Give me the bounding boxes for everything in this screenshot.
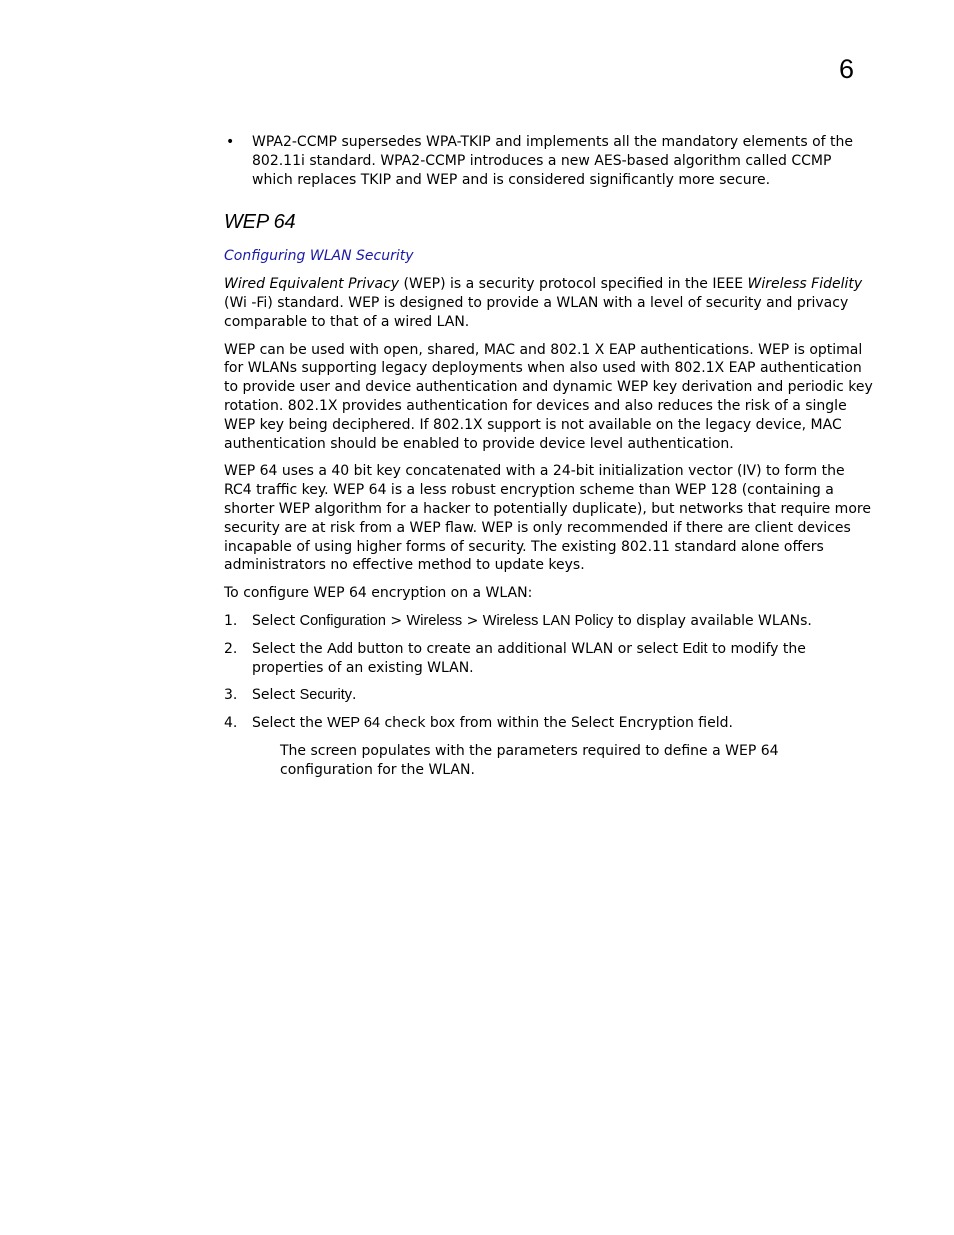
step-text: Select the — [252, 715, 328, 732]
step-item — [224, 686, 874, 705]
paragraph-procedure-intro: To configure WEP 64 encryption on a WLAN: — [224, 585, 533, 602]
step-number: 1. — [224, 612, 238, 629]
section-heading: WEP 64 — [224, 211, 296, 234]
step-text: Select the — [252, 640, 328, 657]
procedure-steps — [224, 612, 874, 733]
ui-term-security: Security — [299, 687, 353, 704]
step-text: to display available WLANs. — [613, 612, 812, 629]
configuring-wlan-security-link[interactable]: Configuring WLAN Security — [224, 248, 414, 265]
step-text: Select — [252, 687, 300, 704]
step-text: button to create an additional WLAN or select — [352, 640, 683, 657]
bullet-item — [224, 133, 874, 189]
step-text: check box from within the Select Encryption field. — [380, 715, 733, 732]
bullet-text: WPA2-CCMP supersedes WPA-TKIP and implements all the mandatory elements of the 802.11i standard. WPA2-CCMP introduces a new AES-based algorithm called CCMP which replaces TKIP and WEP and is considered significantly more secure. — [252, 134, 853, 188]
step-number: 2. — [224, 640, 238, 657]
ui-term-wireless: Wireless — [406, 612, 463, 629]
step-number: 4. — [224, 715, 238, 732]
paragraph-text: (Wi -Fi) standard. WEP is designed to provide a WLAN with a level of security and privacy comparable to that of a wired LAN. — [224, 294, 849, 330]
paragraph-wep-definition — [224, 275, 874, 331]
step-text: . — [352, 687, 357, 704]
paragraph-text: (WEP) is a security protocol specified in the IEEE — [399, 276, 748, 293]
paragraph-wep-usage: WEP can be used with open, shared, MAC and 802.1 X EAP authentications. WEP is optimal for WLANs supporting legacy deployments when also used with 802.1X EAP authentication to provide user and device authentication and dynamic WEP key derivation and periodic key rotation. 802.1X provides authentication for devices and also reduces the risk of a single WEP key being deciphered. If 802.1X support is not available on the legacy device, MAC authentication should be enabled to provide device level authentication. — [224, 341, 873, 452]
step-item — [224, 640, 874, 678]
step-text: > — [462, 612, 483, 629]
ui-term-edit: Edit — [682, 640, 708, 657]
ui-term-wep-64: WEP 64 — [327, 715, 381, 732]
term-wireless-fidelity: Wireless Fidelity — [747, 276, 863, 293]
step-number: 3. — [224, 687, 238, 704]
bullet-dot-icon: • — [226, 134, 235, 150]
paragraph-wep64-details: WEP 64 uses a 40 bit key concatenated with a 24-bit initialization vector (IV) to form the RC4 traffic key. WEP 64 is a less robust encryption scheme than WEP 128 (containing a shorter WEP algorithm for a hacker to potentially duplicate), but networks that require more security are at risk from a WEP flaw. WEP is only recommended if there are client devices incapable of using higher forms of security. The existing 802.11 standard alone offers administrators no effective method to update keys. — [224, 463, 871, 574]
document-body — [224, 133, 874, 780]
step-text: Select — [252, 612, 300, 629]
step-item — [224, 714, 874, 733]
chapter-number: 6 — [839, 54, 855, 84]
ui-term-configuration: Configuration — [299, 612, 386, 629]
step-result: The screen populates with the parameters required to define a WEP 64 configuration for the WLAN. — [280, 742, 779, 778]
ui-term-add: Add — [327, 640, 353, 657]
step-text: to modify the properties of an existing WLAN. — [252, 640, 806, 676]
term-wired-equivalent-privacy: Wired Equivalent Privacy — [224, 276, 400, 293]
step-text: > — [385, 612, 407, 629]
ui-term-wireless-lan-policy: Wireless LAN Policy — [482, 612, 614, 629]
step-item — [224, 612, 874, 631]
